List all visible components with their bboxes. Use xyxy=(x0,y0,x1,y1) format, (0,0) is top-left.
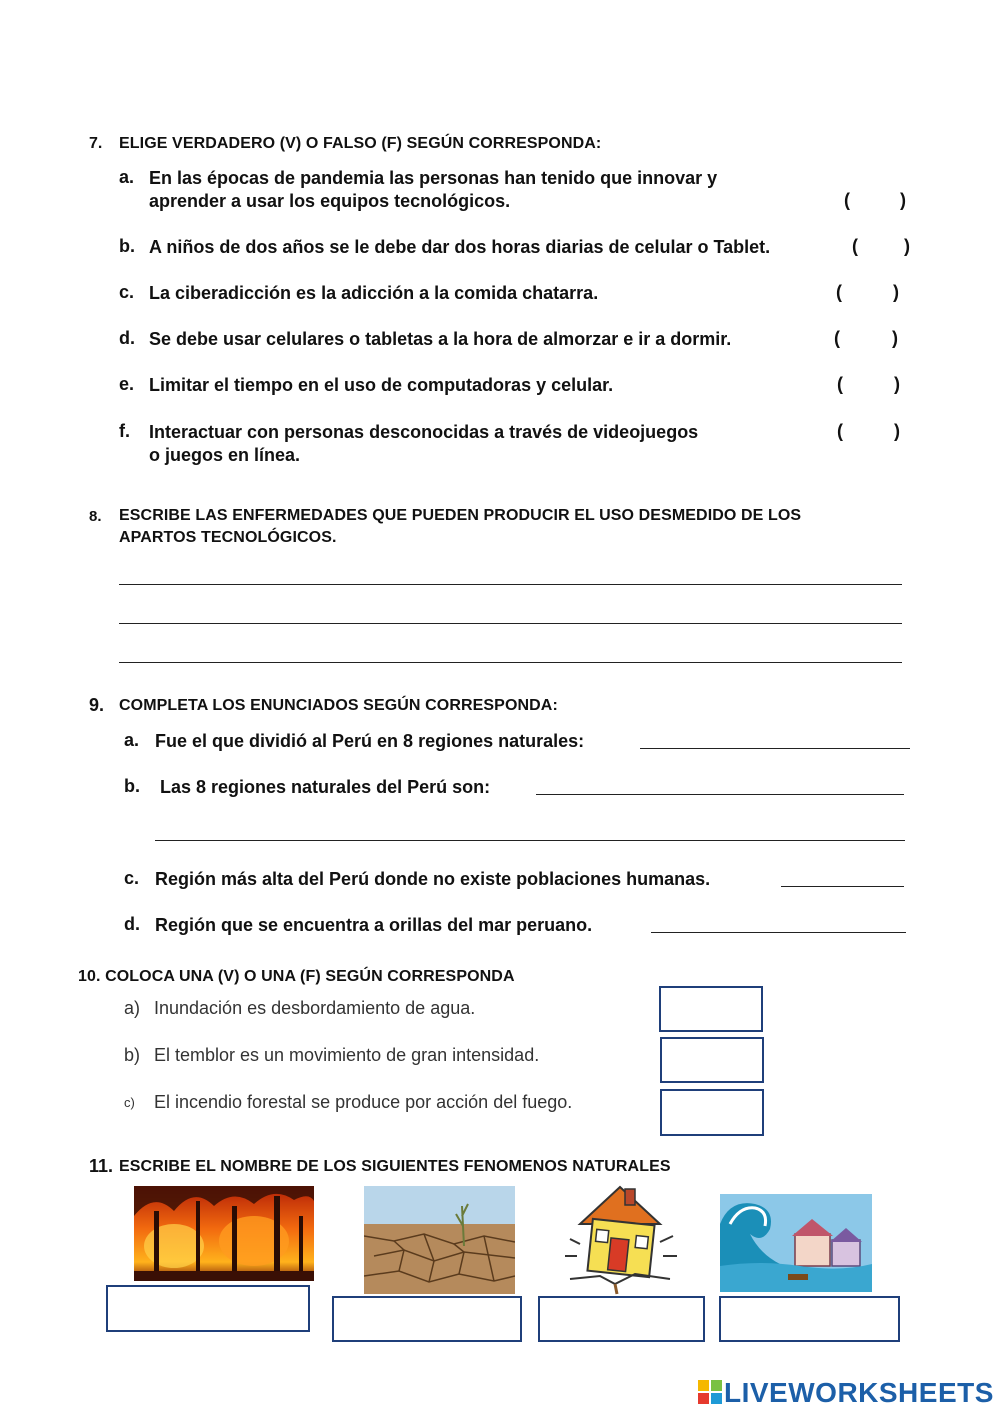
q9-answer-d-line[interactable] xyxy=(651,932,906,933)
q7-item-a-line1: En las épocas de pandemia las personas han tenido que innovar y xyxy=(149,168,718,188)
q8-title-line1: ESCRIBE LAS ENFERMEDADES QUE PUEDEN PRODUCIR EL USO DESMEDIDO DE LOS xyxy=(119,507,802,524)
q7-item-b-line1: A niños de dos años se le debe dar dos horas diarias de celular o Tablet. xyxy=(149,237,771,257)
q9-item-letter: d. xyxy=(124,914,140,934)
earthquake-image xyxy=(555,1184,685,1296)
q7-answer-b-close: ) xyxy=(904,236,910,256)
q7-number: 7. xyxy=(89,135,103,152)
q10-answer-b-box[interactable] xyxy=(660,1037,764,1083)
q8-answer-line-3[interactable] xyxy=(119,662,902,663)
q9-title: COMPLETA LOS ENUNCIADOS SEGÚN CORRESPONDA: xyxy=(119,697,558,714)
q9-answer-c-line[interactable] xyxy=(781,886,904,887)
q10-item-a-text: Inundación es desbordamiento de agua. xyxy=(154,998,476,1018)
q9-item-letter: b. xyxy=(124,776,140,796)
q10-answer-a-box[interactable] xyxy=(659,986,763,1032)
q7-item-letter: a. xyxy=(119,167,135,187)
q7-answer-b-open: ( xyxy=(852,236,858,256)
q7-answer-d-open: ( xyxy=(834,328,840,348)
q9-answer-a-line[interactable] xyxy=(640,748,910,749)
q9-answer-b-line-1[interactable] xyxy=(536,794,904,795)
q9-item-letter: a. xyxy=(124,730,140,750)
q11-answer-box-1[interactable] xyxy=(106,1285,310,1332)
q10-item-b-text: El temblor es un movimiento de gran intensidad. xyxy=(154,1045,540,1065)
q11-answer-box-3[interactable] xyxy=(538,1296,705,1342)
q7-item-a-line2: aprender a usar los equipos tecnológicos. xyxy=(149,191,511,211)
q7-item-letter: b. xyxy=(119,236,135,256)
q7-answer-f-open: ( xyxy=(837,421,843,441)
q7-answer-e-close: ) xyxy=(894,374,900,394)
q7-answer-a-close: ) xyxy=(900,190,906,210)
q7-item-letter: f. xyxy=(119,421,130,441)
q10-item-c-text: El incendio forestal se produce por acción del fuego. xyxy=(154,1092,573,1112)
q7-item-letter: c. xyxy=(119,282,135,302)
q7-answer-c-close: ) xyxy=(893,282,899,302)
q8-answer-line-1[interactable] xyxy=(119,584,902,585)
q7-item-letter: e. xyxy=(119,374,135,394)
q10-title: 10. COLOCA UNA (V) O UNA (F) SEGÚN CORRESPONDA xyxy=(78,968,515,985)
q11-number: 11. xyxy=(89,1156,114,1176)
q7-answer-d-close: ) xyxy=(892,328,898,348)
q9-number: 9. xyxy=(89,695,105,715)
drought-image xyxy=(364,1186,515,1294)
q7-answer-f-close: ) xyxy=(894,421,900,441)
liveworksheets-brand: LIVEWORKSHEETS xyxy=(724,1377,994,1408)
forest-fire-image xyxy=(134,1186,314,1281)
q7-answer-a-open: ( xyxy=(844,190,850,210)
q10-answer-c-box[interactable] xyxy=(660,1089,764,1136)
q11-title: ESCRIBE EL NOMBRE DE LOS SIGUIENTES FENOMENOS NATURALES xyxy=(119,1158,671,1175)
q11-answer-box-2[interactable] xyxy=(332,1296,522,1342)
q9-item-d-text: Región que se encuentra a orillas del mar peruano. xyxy=(155,915,593,935)
q10-item-letter: b) xyxy=(124,1045,141,1065)
q7-item-f-line2: o juegos en línea. xyxy=(149,445,301,465)
q9-item-letter: c. xyxy=(124,868,140,888)
q9-item-b-text: Las 8 regiones naturales del Perú son: xyxy=(160,777,491,797)
q7-answer-e-open: ( xyxy=(837,374,843,394)
q7-title: ELIGE VERDADERO (V) O FALSO (F) SEGÚN CORRESPONDA: xyxy=(119,135,602,152)
q7-item-d-line1: Se debe usar celulares o tabletas a la hora de almorzar e ir a dormir. xyxy=(149,329,732,349)
q10-item-letter: a) xyxy=(124,998,141,1018)
q9-item-c-text: Región más alta del Perú donde no existe poblaciones humanas. xyxy=(155,869,711,889)
q10-item-letter: c) xyxy=(124,1095,135,1110)
q7-item-e-line1: Limitar el tiempo en el uso de computadoras y celular. xyxy=(149,375,614,395)
q8-number: 8. xyxy=(89,508,102,525)
tsunami-image xyxy=(720,1194,872,1292)
liveworksheets-logo-icon xyxy=(698,1380,722,1404)
q8-title-line2: APARTOS TECNOLÓGICOS. xyxy=(119,529,337,546)
q7-item-letter: d. xyxy=(119,328,135,348)
q9-item-a-text: Fue el que dividió al Perú en 8 regiones naturales: xyxy=(155,731,585,751)
q8-answer-line-2[interactable] xyxy=(119,623,902,624)
q7-item-c-line1: La ciberadicción es la adicción a la comida chatarra. xyxy=(149,283,599,303)
q7-item-f-line1: Interactuar con personas desconocidas a través de videojuegos xyxy=(149,422,699,442)
q7-answer-c-open: ( xyxy=(836,282,842,302)
q11-answer-box-4[interactable] xyxy=(719,1296,900,1342)
q9-answer-b-line-2[interactable] xyxy=(155,840,905,841)
